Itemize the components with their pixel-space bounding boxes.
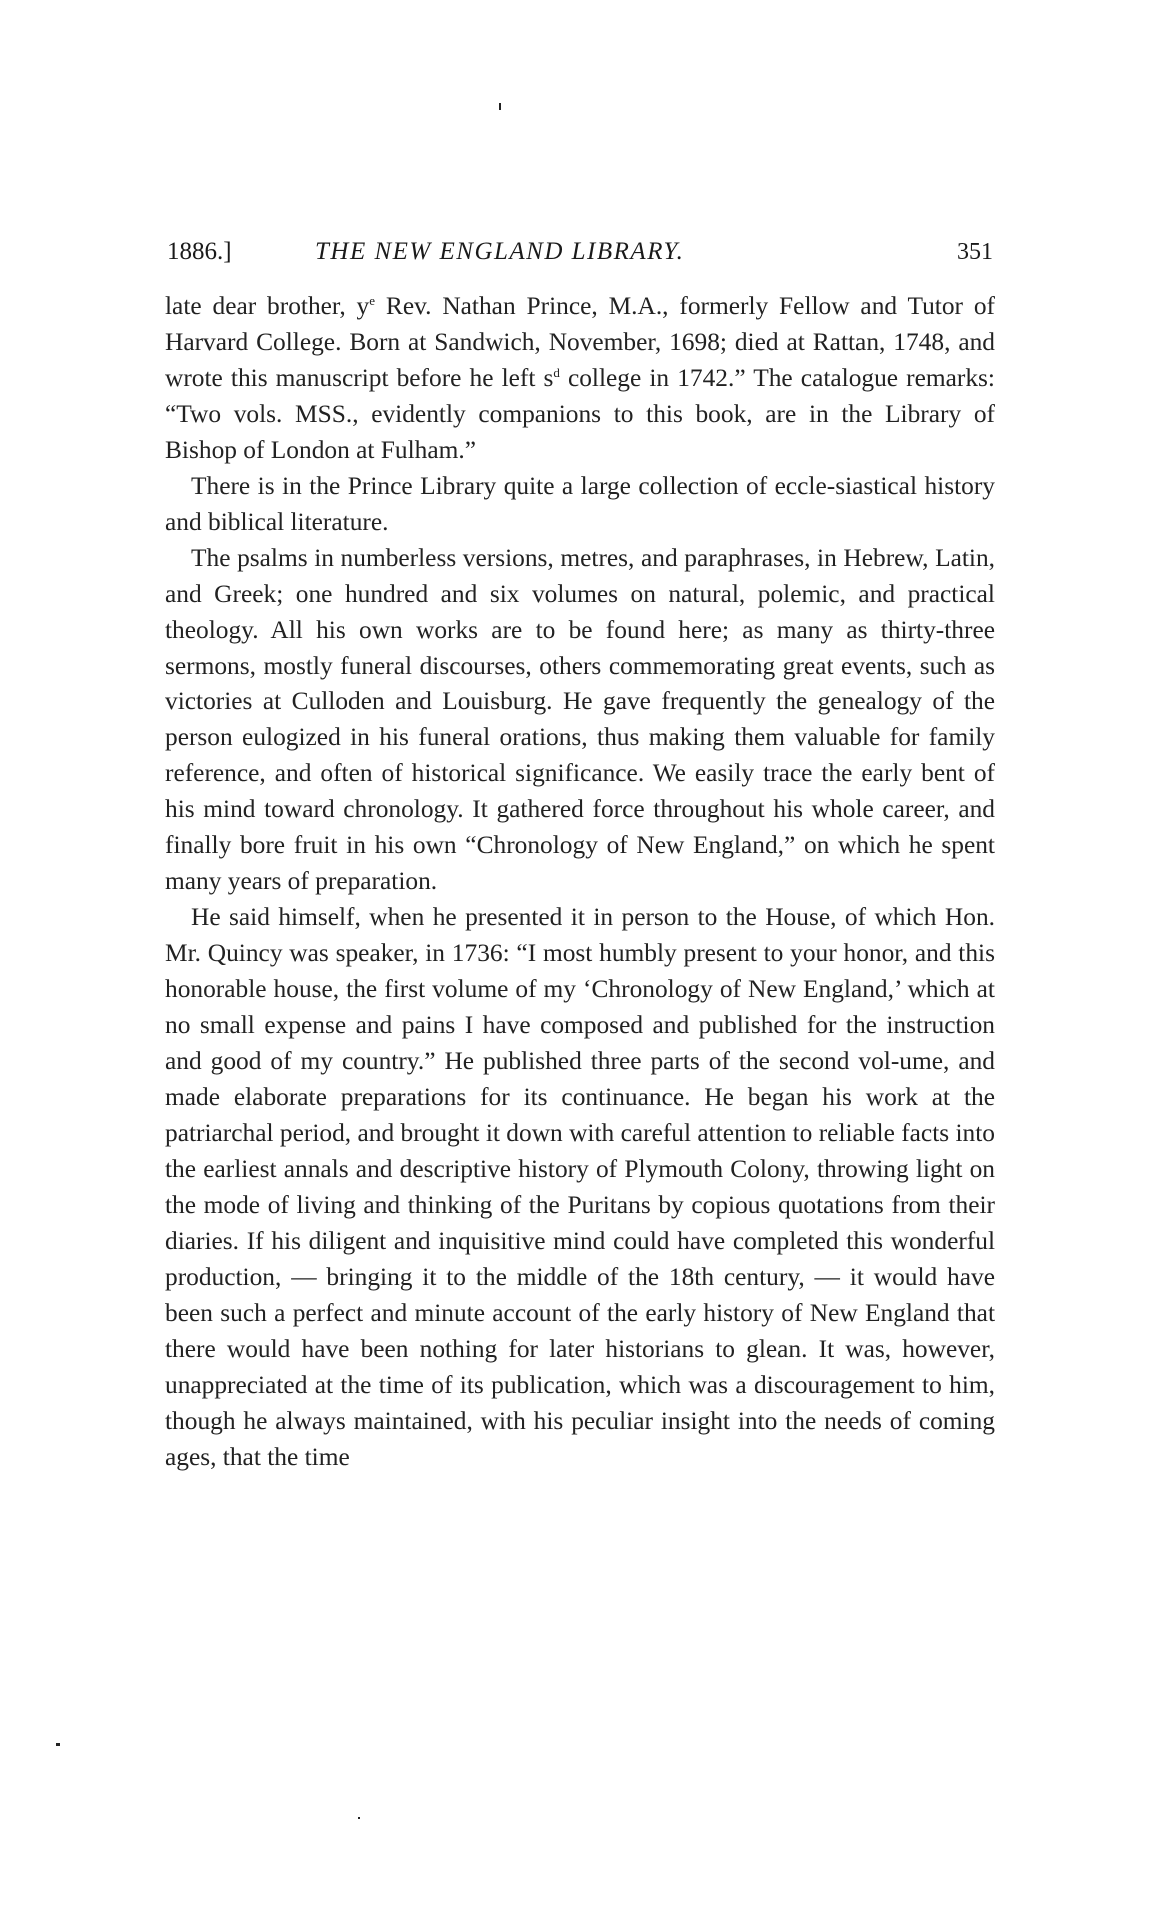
body-text <box>165 289 995 1475</box>
text-run: He said himself, when he presented it in person to the House, of which Hon. Mr. Quincy was speaker, in 1736: “I most humbly present to your honor, and this honorable house, the first volume of my ‘Chronology of New England,’ which at no small expense and pains I have composed and published for the instruction and good of my country.” He published three parts of the second vol-ume, and made elaborate preparations for its continuance. He began his work at the patriarchal period, and brought it down with careful attention to reliable facts into the earliest annals and descriptive history of Plymouth Colony, throwing light on the mode of living and thinking of the Puritans by copious quotations from their diaries. If his diligent and inquisitive mind could have completed this wonderful production, — bringing it to the middle of the 18th century, — it would have been such a perfect and minute account of the early history of New England that there would have been nothing for later historians to glean. It was, however, unappreciated at the time of its publication, which was a discouragement to him, though he always maintained, with his peculiar insight into the needs of coming ages, that the time <box>165 903 995 1471</box>
running-head-title: THE NEW ENGLAND LIBRARY. <box>315 238 685 265</box>
text-run: The psalms in numberless versions, metres, and paraphrases, in Hebrew, Latin, and Greek; one hundred and six volumes on natural, polemic, and practical theology. All his own works are to be found here; as many as thirty-three sermons, mostly funeral discourses, others commemorating great events, such as victories at Culloden and Louisburg. He gave frequently the genealogy of the person eulogized in his funeral orations, thus making them valuable for family reference, and often of historical significance. We easily trace the early bent of his mind toward chronology. It gathered force throughout his whole career, and finally bore fruit in his own “Chronology of New England,” on which he spent many years of preparation. <box>165 543 995 896</box>
scan-speck <box>499 103 501 110</box>
superscript: e <box>369 293 376 308</box>
running-head-year: 1886.] <box>167 238 232 265</box>
text-run: Rev. Nathan Prince, M.A., formerly Fellow and Tutor of Harvard College. Born at Sandwich, November, 1698; died at Rattan, 1748, and wrote this manuscript before he left s <box>165 292 996 392</box>
scan-speck <box>56 1743 60 1746</box>
paragraph <box>165 469 995 541</box>
text-run: There is in the Prince Library quite a large collection of eccle-siastical history and biblical literature. <box>165 471 995 536</box>
superscript: d <box>553 364 560 380</box>
book-page <box>165 232 995 1475</box>
text-run: college in 1742.” The catalogue remarks: “Two vols. MSS., evidently companions to this book, are in the Library of Bishop of London at Fulham.” <box>165 363 995 464</box>
page-number: 351 <box>957 239 993 265</box>
paragraph <box>165 541 995 901</box>
text-run: late dear brother, y <box>165 292 370 320</box>
paragraph <box>165 289 995 469</box>
paragraph <box>165 900 995 1475</box>
running-head <box>165 232 995 272</box>
scan-speck <box>358 1817 360 1819</box>
